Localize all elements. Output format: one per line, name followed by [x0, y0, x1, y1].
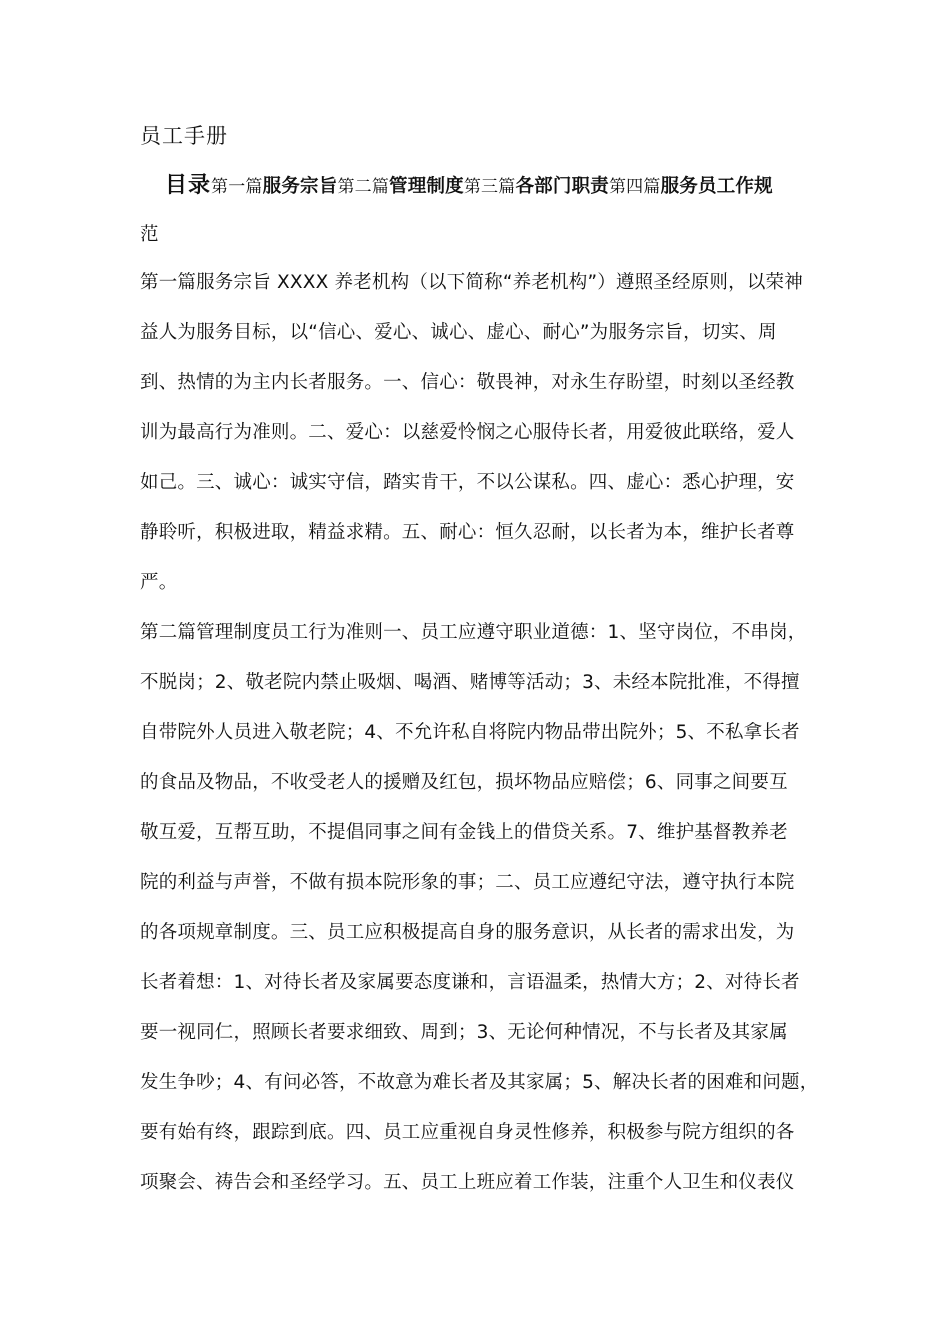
paragraph-line: 长者着想：1、对待长者及家属要态度谦和，言语温柔，热情大方；2、对待长者: [140, 972, 800, 993]
paragraph-line: 如己。三、诚心：诚实守信，踏实肯干，不以公谋私。四、虚心：悉心护理，安: [140, 472, 795, 493]
paragraph-line: 项聚会、祷告会和圣经学习。五、员工上班应着工作装，注重个人卫生和仪表仪: [140, 1172, 795, 1193]
paragraph-line: 发生争吵；4、有问必答，不故意为难长者及其家属；5、解决长者的困难和问题，: [140, 1072, 819, 1093]
paragraph-line: 训为最高行为准则。二、爱心：以慈爱怜悯之心服侍长者，用爱彼此联络，爱人: [140, 422, 795, 443]
document-title: 员工手册: [140, 124, 228, 148]
toc-segment: 第二篇: [337, 177, 390, 197]
paragraph-line: 要有始有终，跟踪到底。四、员工应重视自身灵性修养，积极参与院方组织的各: [140, 1122, 795, 1143]
paragraph-line: 敬互爱，互帮互助，不提倡同事之间有金钱上的借贷关系。7、维护基督教养老: [140, 822, 788, 843]
paragraph-line: 益人为服务目标，以“信心、爱心、诚心、虚心、耐心”为服务宗旨，切实、周: [140, 322, 777, 343]
toc-line-wrap: 范: [140, 224, 159, 245]
paragraph-line: 第一篇服务宗旨 XXXX 养老机构（以下简称“养老机构”）遵照圣经原则，以荣神: [140, 272, 803, 293]
toc-segment: 第四篇: [608, 177, 661, 197]
paragraph-line: 院的利益与声誉，不做有损本院形象的事；二、员工应遵纪守法，遵守执行本院: [140, 872, 795, 893]
paragraph-line: 不脱岗；2、敬老院内禁止吸烟、喝酒、赌博等活动；3、未经本院批准，不得擅: [140, 672, 800, 693]
toc-segment: 目录: [165, 173, 212, 198]
toc-segment: 服务员工作规: [660, 176, 773, 197]
toc-segment: 第一篇: [211, 177, 263, 197]
paragraph-line: 要一视同仁，照顾长者要求细致、周到；3、无论何种情况，不与长者及其家属: [140, 1022, 788, 1043]
paragraph-line: 的各项规章制度。三、员工应积极提高自身的服务意识，从长者的需求出发，为: [140, 922, 795, 943]
table-of-contents: [165, 168, 773, 199]
toc-segment: 第三篇: [463, 177, 516, 197]
toc-segment: 各部门职责: [515, 176, 609, 197]
paragraph-line: 的食品及物品，不收受老人的援赠及红包，损坏物品应赔偿；6、同事之间要互: [140, 772, 788, 793]
paragraph-line: 到、热情的为主内长者服务。一、信心：敬畏神，对永生存盼望，时刻以圣经教: [140, 372, 795, 393]
toc-segment: 服务宗旨: [262, 176, 338, 197]
paragraph-line: 自带院外人员进入敬老院；4、不允许私自将院内物品带出院外；5、不私拿长者: [140, 722, 800, 743]
toc-segment: 管理制度: [389, 176, 464, 197]
paragraph-line: 严。: [140, 572, 178, 593]
paragraph-line: 第二篇管理制度员工行为准则一、员工应遵守职业道德：1、坚守岗位，不串岗，: [140, 622, 807, 643]
paragraph-line: 静聆听，积极进取，精益求精。五、耐心：恒久忍耐，以长者为本，维护长者尊: [140, 522, 795, 543]
